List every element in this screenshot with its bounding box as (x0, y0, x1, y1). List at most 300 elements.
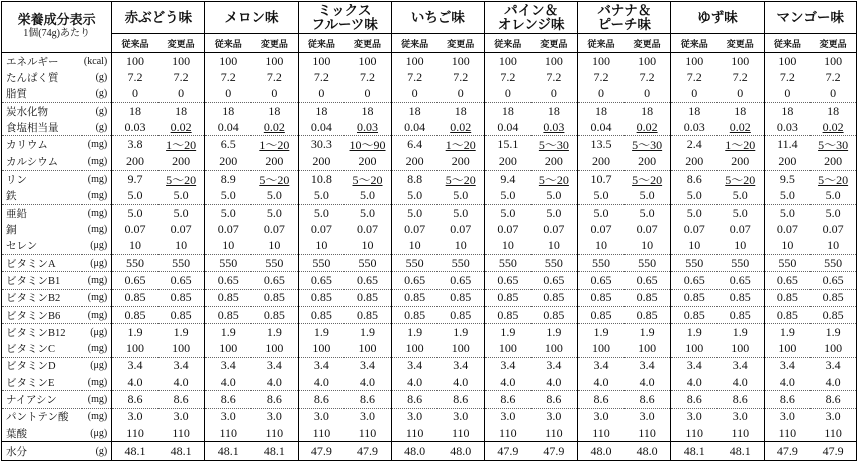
revised-value: 1.9 (531, 324, 578, 341)
revised-value: 0 (644, 86, 651, 101)
conventional-value: 9.7 (112, 170, 158, 188)
conventional-value: 0.65 (578, 272, 624, 289)
revised-value: 0.65 (344, 272, 391, 289)
revised-value: 10 (641, 238, 654, 253)
revised-value: 3.4 (717, 357, 764, 374)
revised-value: 550 (531, 254, 578, 271)
conventional-column-header: 従来品 (391, 34, 437, 53)
nutrient-label: ビタミンB1 (2, 272, 82, 289)
nutrition-table-container (1, 1, 857, 461)
revised-value: 550 (437, 254, 484, 271)
nutrient-unit: (g) (82, 119, 112, 136)
revised-value: 100 (451, 341, 470, 356)
conventional-value: 18 (671, 102, 717, 119)
nutrient-label: 亜鉛 (2, 205, 82, 222)
nutrient-label: ビタミンC (2, 340, 82, 357)
revised-value: 5.0 (344, 205, 391, 222)
revised-value: 10 (454, 238, 467, 253)
revised-value: 0.85 (531, 289, 578, 306)
conventional-value: 10 (112, 238, 158, 255)
revised-value: 100 (265, 341, 284, 356)
revised-value: 47.9 (531, 442, 578, 461)
revised-value: 550 (251, 254, 298, 271)
conventional-value: 1.9 (485, 324, 531, 341)
revised-value: 5.0 (639, 188, 655, 203)
nutrient-unit: (mg) (82, 408, 112, 425)
revised-value: 0.85 (251, 289, 298, 306)
conventional-value: 5.0 (578, 188, 624, 205)
flavor-name: パイン＆ (504, 2, 559, 18)
revised-value: 5.0 (266, 188, 282, 203)
conventional-value: 8.9 (205, 170, 251, 188)
conventional-value: 110 (298, 425, 344, 442)
nutrient-unit: (μg) (82, 357, 112, 374)
nutrient-row (2, 86, 857, 103)
revised-value: 10 (361, 238, 374, 253)
conventional-value: 0.85 (112, 306, 158, 323)
conventional-value: 100 (112, 53, 158, 70)
conventional-value: 0.85 (671, 306, 717, 323)
revised-column-header: 変更品 (624, 34, 671, 53)
revised-value: 5.0 (437, 205, 484, 222)
revised-value: 200 (172, 154, 191, 169)
revised-value: 100 (172, 53, 191, 68)
revised-value: 18 (344, 102, 391, 119)
revised-value: 7.2 (360, 69, 376, 84)
nutrient-unit: (mg) (82, 153, 112, 170)
nutrition-facts-table (1, 1, 857, 461)
conventional-value: 0 (298, 86, 344, 103)
conventional-value: 100 (764, 340, 810, 357)
revised-value: 0.07 (263, 222, 285, 237)
revised-value: 5～20 (158, 170, 205, 188)
conventional-value: 0.65 (112, 272, 158, 289)
revised-value: 0 (364, 86, 371, 101)
revised-value: 0.85 (344, 306, 391, 323)
conventional-value: 5.0 (391, 188, 437, 205)
nutrient-label: たんぱく質 (2, 69, 82, 85)
nutrient-label: 炭水化物 (2, 102, 82, 119)
revised-column-header: 変更品 (717, 34, 764, 53)
conventional-value: 5.0 (112, 188, 158, 205)
revised-value: 18 (437, 102, 484, 119)
nutrient-unit: (mg) (82, 205, 112, 222)
conventional-column-header: 従来品 (205, 34, 251, 53)
revised-value: 100 (544, 341, 563, 356)
revised-value: 0.07 (810, 221, 856, 237)
conventional-value: 0 (205, 86, 251, 103)
flavor-header (205, 2, 298, 34)
conventional-value: 18 (112, 102, 158, 119)
conventional-value: 4.0 (578, 374, 624, 391)
revised-value: 0.85 (158, 306, 205, 323)
revised-value: 8.6 (717, 391, 764, 408)
conventional-value: 8.6 (578, 391, 624, 408)
revised-value: 100 (358, 53, 377, 68)
conventional-value: 10.8 (298, 170, 344, 188)
nutrient-label: ビタミンB6 (2, 306, 82, 323)
revised-value: 18 (717, 102, 764, 119)
nutrient-unit: (g) (82, 69, 112, 85)
conventional-value: 10 (671, 238, 717, 255)
conventional-value: 3.4 (391, 357, 437, 374)
flavor-name: メロン味 (224, 9, 279, 25)
revised-value: 200 (451, 154, 470, 169)
nutrient-row (2, 170, 857, 188)
revised-value: 1.9 (344, 324, 391, 341)
conventional-value: 11.4 (764, 136, 810, 154)
revised-value: 7.2 (546, 69, 562, 84)
conventional-column-header: 従来品 (112, 34, 158, 53)
revised-value: 0.65 (810, 272, 856, 289)
revised-value: 5.0 (810, 205, 856, 222)
conventional-value: 5.0 (578, 205, 624, 222)
revised-value: 3.4 (251, 357, 298, 374)
conventional-value: 8.6 (205, 391, 251, 408)
conventional-value: 2.4 (671, 136, 717, 154)
conventional-value: 9.4 (485, 170, 531, 188)
revised-value: 200 (731, 154, 750, 169)
conventional-column-header: 従来品 (764, 34, 810, 53)
revised-value: 0.85 (437, 289, 484, 306)
conventional-value: 10 (298, 238, 344, 255)
conventional-value: 8.6 (391, 391, 437, 408)
revised-value: 4.0 (546, 374, 562, 389)
nutrient-unit: (mg) (82, 272, 112, 289)
nutrient-unit: (kcal) (82, 53, 112, 70)
nutrient-row (2, 136, 857, 154)
conventional-value: 0.85 (298, 306, 344, 323)
revised-value: 3.0 (251, 408, 298, 425)
conventional-value: 200 (112, 153, 158, 170)
nutrient-row (2, 357, 857, 374)
conventional-value: 3.4 (764, 357, 810, 374)
revised-value: 8.6 (251, 391, 298, 408)
flavor-name: 赤ぶどう味 (124, 9, 193, 25)
conventional-value: 0.85 (485, 289, 531, 306)
revised-value: 1.9 (717, 324, 764, 341)
flavor-name: バナナ＆ (597, 2, 652, 18)
conventional-value: 110 (671, 425, 717, 442)
revised-value: 110 (810, 425, 856, 442)
revised-value: 0 (737, 86, 744, 101)
revised-value: 5～20 (624, 170, 671, 188)
revised-value: 4.0 (453, 374, 469, 389)
revised-value: 0.65 (624, 272, 671, 289)
revised-value: 0.85 (531, 306, 578, 323)
revised-value: 100 (731, 53, 750, 68)
conventional-value: 0 (391, 86, 437, 103)
conventional-value: 3.4 (578, 357, 624, 374)
conventional-value: 550 (112, 254, 158, 271)
conventional-value: 7.2 (391, 69, 437, 85)
revised-value: 10～90 (344, 136, 391, 154)
revised-value: 4.0 (266, 374, 282, 389)
revised-value: 8.6 (344, 391, 391, 408)
revised-value: 0.03 (357, 119, 379, 134)
revised-value: 0.65 (717, 272, 764, 289)
revised-value: 550 (344, 254, 391, 271)
conventional-value: 0.07 (205, 221, 251, 237)
conventional-value: 550 (298, 254, 344, 271)
nutrient-row (2, 153, 857, 170)
revised-value: 18 (624, 102, 671, 119)
conventional-value: 100 (671, 340, 717, 357)
table-title-cell (2, 2, 112, 53)
revised-value: 1.9 (251, 324, 298, 341)
conventional-value: 3.4 (671, 357, 717, 374)
revised-value: 110 (624, 425, 671, 442)
conventional-value: 3.0 (485, 408, 531, 425)
revised-value: 0.02 (170, 119, 192, 134)
conventional-value: 48.0 (578, 442, 624, 461)
revised-value: 8.6 (158, 391, 205, 408)
conventional-value: 0.04 (578, 119, 624, 136)
revised-value: 3.0 (624, 408, 671, 425)
conventional-value: 5.0 (298, 188, 344, 205)
nutrient-row (2, 69, 857, 85)
flavor-header (764, 2, 856, 34)
conventional-value: 0.85 (298, 289, 344, 306)
conventional-value: 0.85 (205, 306, 251, 323)
conventional-value: 100 (485, 53, 531, 70)
revised-value: 5.0 (453, 188, 469, 203)
revised-value: 48.1 (251, 442, 298, 461)
nutrient-label: ビタミンA (2, 254, 82, 271)
conventional-value: 47.9 (764, 442, 810, 461)
conventional-value: 200 (298, 153, 344, 170)
conventional-column-header: 従来品 (578, 34, 624, 53)
revised-value: 18 (251, 102, 298, 119)
conventional-value: 0.85 (205, 289, 251, 306)
revised-value: 3.0 (158, 408, 205, 425)
revised-value: 7.2 (732, 69, 748, 84)
nutrient-unit: (mg) (82, 136, 112, 154)
revised-value: 0.07 (636, 222, 658, 237)
nutrient-row (2, 102, 857, 119)
revised-value: 200 (358, 154, 377, 169)
conventional-value: 3.4 (112, 357, 158, 374)
revised-value: 0.85 (717, 289, 764, 306)
revised-value: 550 (810, 254, 856, 271)
nutrient-label: ビタミンD (2, 357, 82, 374)
revised-value: 0.85 (717, 306, 764, 323)
conventional-value: 0.85 (578, 289, 624, 306)
conventional-value: 0.04 (298, 119, 344, 136)
nutrient-unit: (mg) (82, 374, 112, 391)
revised-value: 5～30 (810, 136, 856, 154)
conventional-value: 5.0 (391, 205, 437, 222)
nutrient-row (2, 221, 857, 237)
conventional-value: 0.65 (764, 272, 810, 289)
flavor-name-line2: オレンジ味 (497, 16, 565, 32)
conventional-value: 110 (205, 425, 251, 442)
conventional-value: 0.85 (391, 306, 437, 323)
conventional-value: 5.0 (485, 205, 531, 222)
revised-value: 4.0 (639, 374, 655, 389)
revised-value: 3.0 (810, 408, 856, 425)
revised-value: 550 (158, 254, 205, 271)
conventional-value: 4.0 (671, 374, 717, 391)
nutrient-label: ナイアシン (2, 391, 82, 408)
conventional-value: 5.0 (485, 188, 531, 205)
revised-value: 0.65 (531, 272, 578, 289)
nutrient-unit: (mg) (82, 170, 112, 188)
nutrient-row (2, 408, 857, 425)
conventional-value: 0.07 (671, 221, 717, 237)
flavor-name-line2: フルーツ味 (311, 16, 378, 32)
conventional-value: 30.3 (298, 136, 344, 154)
revised-value: 4.0 (732, 374, 748, 389)
conventional-value: 10 (578, 238, 624, 255)
revised-value: 100 (265, 53, 284, 68)
revised-value: 7.2 (266, 69, 282, 84)
conventional-value: 6.4 (391, 136, 437, 154)
conventional-value: 47.9 (485, 442, 531, 461)
revised-value: 5.0 (360, 188, 376, 203)
conventional-value: 8.6 (671, 391, 717, 408)
revised-value: 0.02 (810, 119, 856, 136)
conventional-value: 100 (578, 340, 624, 357)
nutrient-unit: (mg) (82, 391, 112, 408)
conventional-value: 200 (671, 153, 717, 170)
revised-value: 5～20 (531, 170, 578, 188)
revised-value: 8.6 (624, 391, 671, 408)
nutrient-unit: (mg) (82, 188, 112, 205)
conventional-value: 110 (578, 425, 624, 442)
revised-value: 0 (178, 86, 185, 101)
revised-value: 5～20 (717, 170, 764, 188)
nutrient-label: 銅 (2, 221, 82, 237)
conventional-value: 0.04 (391, 119, 437, 136)
nutrient-label: パントテン酸 (2, 408, 82, 425)
nutrient-row (2, 340, 857, 357)
revised-value: 7.2 (173, 69, 189, 84)
conventional-value: 200 (764, 153, 810, 170)
conventional-value: 200 (485, 153, 531, 170)
conventional-value: 5.0 (671, 205, 717, 222)
conventional-value: 0.85 (578, 306, 624, 323)
conventional-value: 5.0 (112, 205, 158, 222)
conventional-value: 7.2 (764, 69, 810, 85)
nutrient-row (2, 306, 857, 323)
conventional-value: 4.0 (298, 374, 344, 391)
revised-value: 1～20 (158, 136, 205, 154)
flavor-header (112, 2, 205, 34)
revised-value: 0.07 (543, 222, 565, 237)
conventional-value: 6.5 (205, 136, 251, 154)
nutrient-row (2, 53, 857, 70)
nutrient-row (2, 254, 857, 271)
conventional-value: 0.65 (391, 272, 437, 289)
revised-value: 4.0 (173, 374, 189, 389)
serving-size: 1個(74g)あたり (23, 28, 90, 39)
revised-value: 200 (544, 154, 563, 169)
revised-value: 3.4 (158, 357, 205, 374)
conventional-value: 18 (205, 102, 251, 119)
revised-value: 5～20 (344, 170, 391, 188)
revised-value: 1.9 (437, 324, 484, 341)
conventional-value: 13.5 (578, 136, 624, 154)
conventional-value: 0.85 (764, 306, 810, 323)
nutrient-unit: (mg) (82, 306, 112, 323)
conventional-value: 18 (485, 102, 531, 119)
revised-value: 0.07 (170, 222, 192, 237)
conventional-value: 47.9 (298, 442, 344, 461)
revised-value: 5.0 (810, 188, 856, 205)
conventional-value: 200 (578, 153, 624, 170)
nutrient-label: ビタミンE (2, 374, 82, 391)
conventional-value: 10.7 (578, 170, 624, 188)
nutrient-unit: (μg) (82, 324, 112, 341)
conventional-value: 4.0 (485, 374, 531, 391)
conventional-column-header: 従来品 (485, 34, 531, 53)
revised-value: 3.4 (437, 357, 484, 374)
revised-value: 3.0 (531, 408, 578, 425)
conventional-value: 100 (671, 53, 717, 70)
conventional-value: 5.0 (205, 188, 251, 205)
revised-value: 5～30 (624, 136, 671, 154)
flavor-header (578, 2, 671, 34)
revised-value: 0.85 (624, 289, 671, 306)
conventional-value: 0.07 (485, 221, 531, 237)
conventional-value: 0.85 (764, 289, 810, 306)
revised-value: 0.85 (437, 306, 484, 323)
revised-value: 100 (731, 341, 750, 356)
conventional-value: 7.2 (112, 69, 158, 85)
nutrient-row (2, 324, 857, 341)
revised-column-header: 変更品 (344, 34, 391, 53)
conventional-value: 3.0 (578, 408, 624, 425)
nutrient-label: 鉄 (2, 188, 82, 205)
conventional-value: 4.0 (764, 374, 810, 391)
revised-value: 10 (175, 238, 188, 253)
revised-value: 7.2 (453, 69, 469, 84)
revised-value: 100 (638, 53, 657, 68)
revised-value: 200 (265, 154, 284, 169)
nutrient-row (2, 425, 857, 442)
conventional-value: 10 (391, 238, 437, 255)
nutrient-label: カルシウム (2, 153, 82, 170)
nutrient-label: 脂質 (2, 86, 82, 103)
conventional-value: 0 (764, 86, 810, 103)
revised-value: 5.0 (173, 188, 189, 203)
conventional-value: 3.4 (205, 357, 251, 374)
revised-value: 1～20 (717, 136, 764, 154)
revised-column-header: 変更品 (437, 34, 484, 53)
revised-value: 100 (451, 53, 470, 68)
conventional-value: 0 (578, 86, 624, 103)
conventional-value: 1.9 (764, 324, 810, 341)
revised-value: 48.1 (717, 442, 764, 461)
conventional-value: 8.6 (485, 391, 531, 408)
revised-value: 1.9 (158, 324, 205, 341)
nutrient-unit: (mg) (82, 221, 112, 237)
conventional-value: 3.0 (671, 408, 717, 425)
revised-value: 3.4 (531, 357, 578, 374)
revised-column-header: 変更品 (251, 34, 298, 53)
revised-value: 0.02 (263, 119, 285, 134)
revised-value: 550 (717, 254, 764, 271)
revised-column-header: 変更品 (810, 34, 856, 53)
conventional-value: 1.9 (205, 324, 251, 341)
revised-value: 0.03 (543, 119, 565, 134)
conventional-value: 0.85 (485, 306, 531, 323)
nutrient-label: 葉酸 (2, 425, 82, 442)
conventional-value: 100 (578, 53, 624, 70)
conventional-value: 0.07 (578, 221, 624, 237)
conventional-value: 10 (764, 238, 810, 255)
